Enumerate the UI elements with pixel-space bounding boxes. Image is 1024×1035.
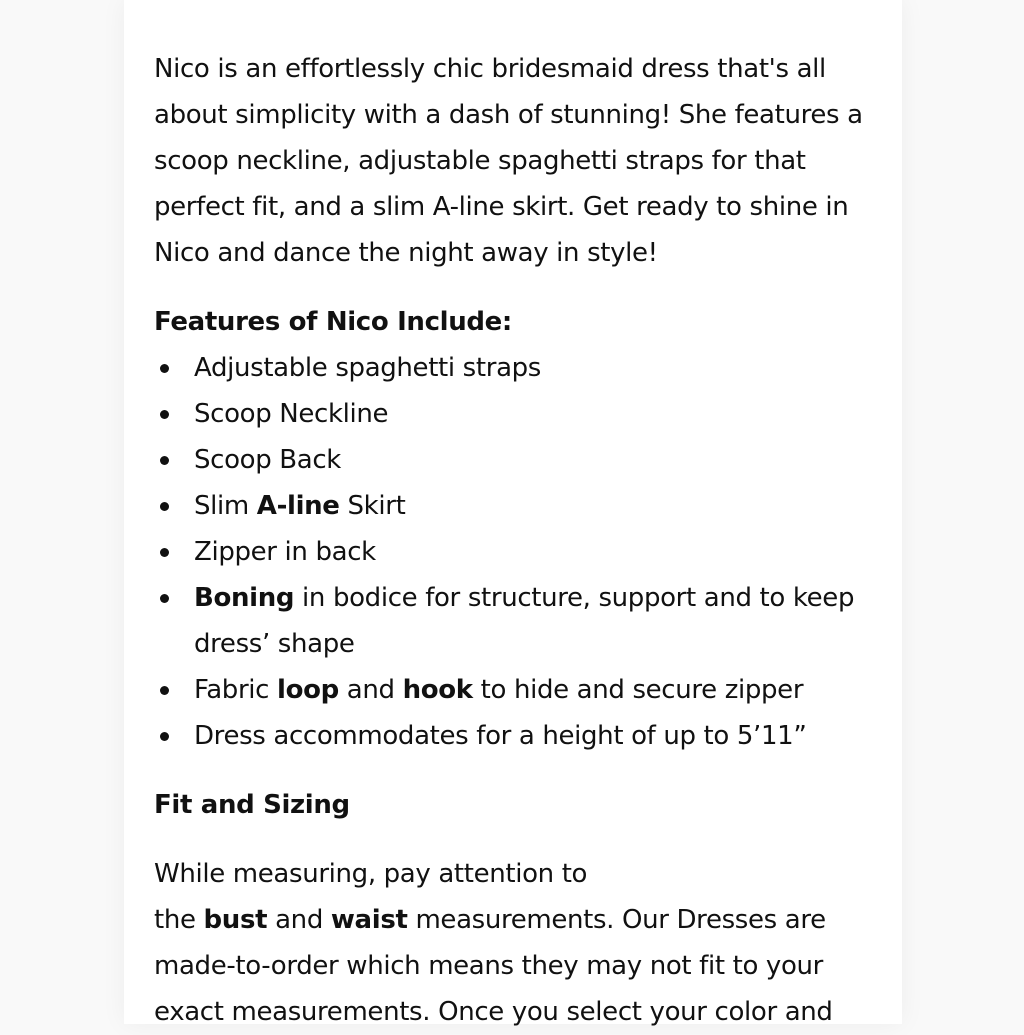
bullet-icon — [160, 548, 169, 557]
fit-sizing-heading: Fit and Sizing — [154, 790, 350, 820]
feature-bold-text: A-line — [256, 491, 340, 521]
feature-text: and — [338, 675, 403, 705]
feature-text: Slim — [194, 491, 257, 521]
bullet-icon — [160, 686, 169, 695]
feature-item-neckline — [154, 391, 878, 437]
feature-text: Dress accommodates for a height of up to 5’11” — [194, 721, 807, 751]
feature-text: Adjustable spaghetti straps — [194, 353, 541, 383]
feature-text: Zipper in back — [194, 537, 376, 567]
fit-text: and — [267, 905, 331, 935]
fit-text: measurements. Our Dresses are made-to-order which means they may not fit to your exact measurements. Once you select your color and — [154, 905, 833, 1027]
feature-item-zipper — [154, 529, 878, 575]
bullet-icon — [160, 502, 169, 511]
feature-bold-text: hook — [402, 675, 473, 705]
fit-bold-bust: bust — [203, 905, 268, 935]
feature-text: Scoop Neckline — [194, 399, 389, 429]
fit-line-1: While measuring, pay attention to — [154, 859, 588, 889]
feature-item-skirt — [154, 483, 878, 529]
description-content — [154, 46, 878, 1035]
feature-bold-text: Boning — [194, 583, 295, 613]
feature-text: to hide and secure zipper — [472, 675, 804, 705]
feature-item-back — [154, 437, 878, 483]
feature-item-height — [154, 713, 878, 759]
feature-text: Scoop Back — [194, 445, 342, 475]
feature-item-straps — [154, 345, 878, 391]
product-description-card — [124, 0, 902, 1027]
bullet-icon — [160, 456, 169, 465]
intro-paragraph: Nico is an effortlessly chic bridesmaid dress that's all about simplicity with a dash of stunning! She features a scoop neckline, adjustable spaghetti straps for that perfect fit, and a slim A-line skirt. Get ready to shine in Nico and dance the night away in style! — [154, 54, 863, 268]
features-heading: Features of Nico Include: — [154, 307, 512, 337]
fit-bold-waist: waist — [330, 905, 408, 935]
bullet-icon — [160, 364, 169, 373]
feature-text: Skirt — [339, 491, 406, 521]
feature-item-boning — [154, 575, 878, 667]
bullet-icon — [160, 594, 169, 603]
fit-text: the — [154, 905, 204, 935]
feature-text: Fabric — [194, 675, 278, 705]
bullet-icon — [160, 732, 169, 741]
feature-bold-text: loop — [277, 675, 339, 705]
feature-item-loop-hook — [154, 667, 878, 713]
fit-paragraph — [154, 897, 878, 1035]
bullet-icon — [160, 410, 169, 419]
feature-text: in bodice for structure, support and to keep dress’ shape — [194, 583, 855, 659]
features-list — [154, 345, 878, 759]
